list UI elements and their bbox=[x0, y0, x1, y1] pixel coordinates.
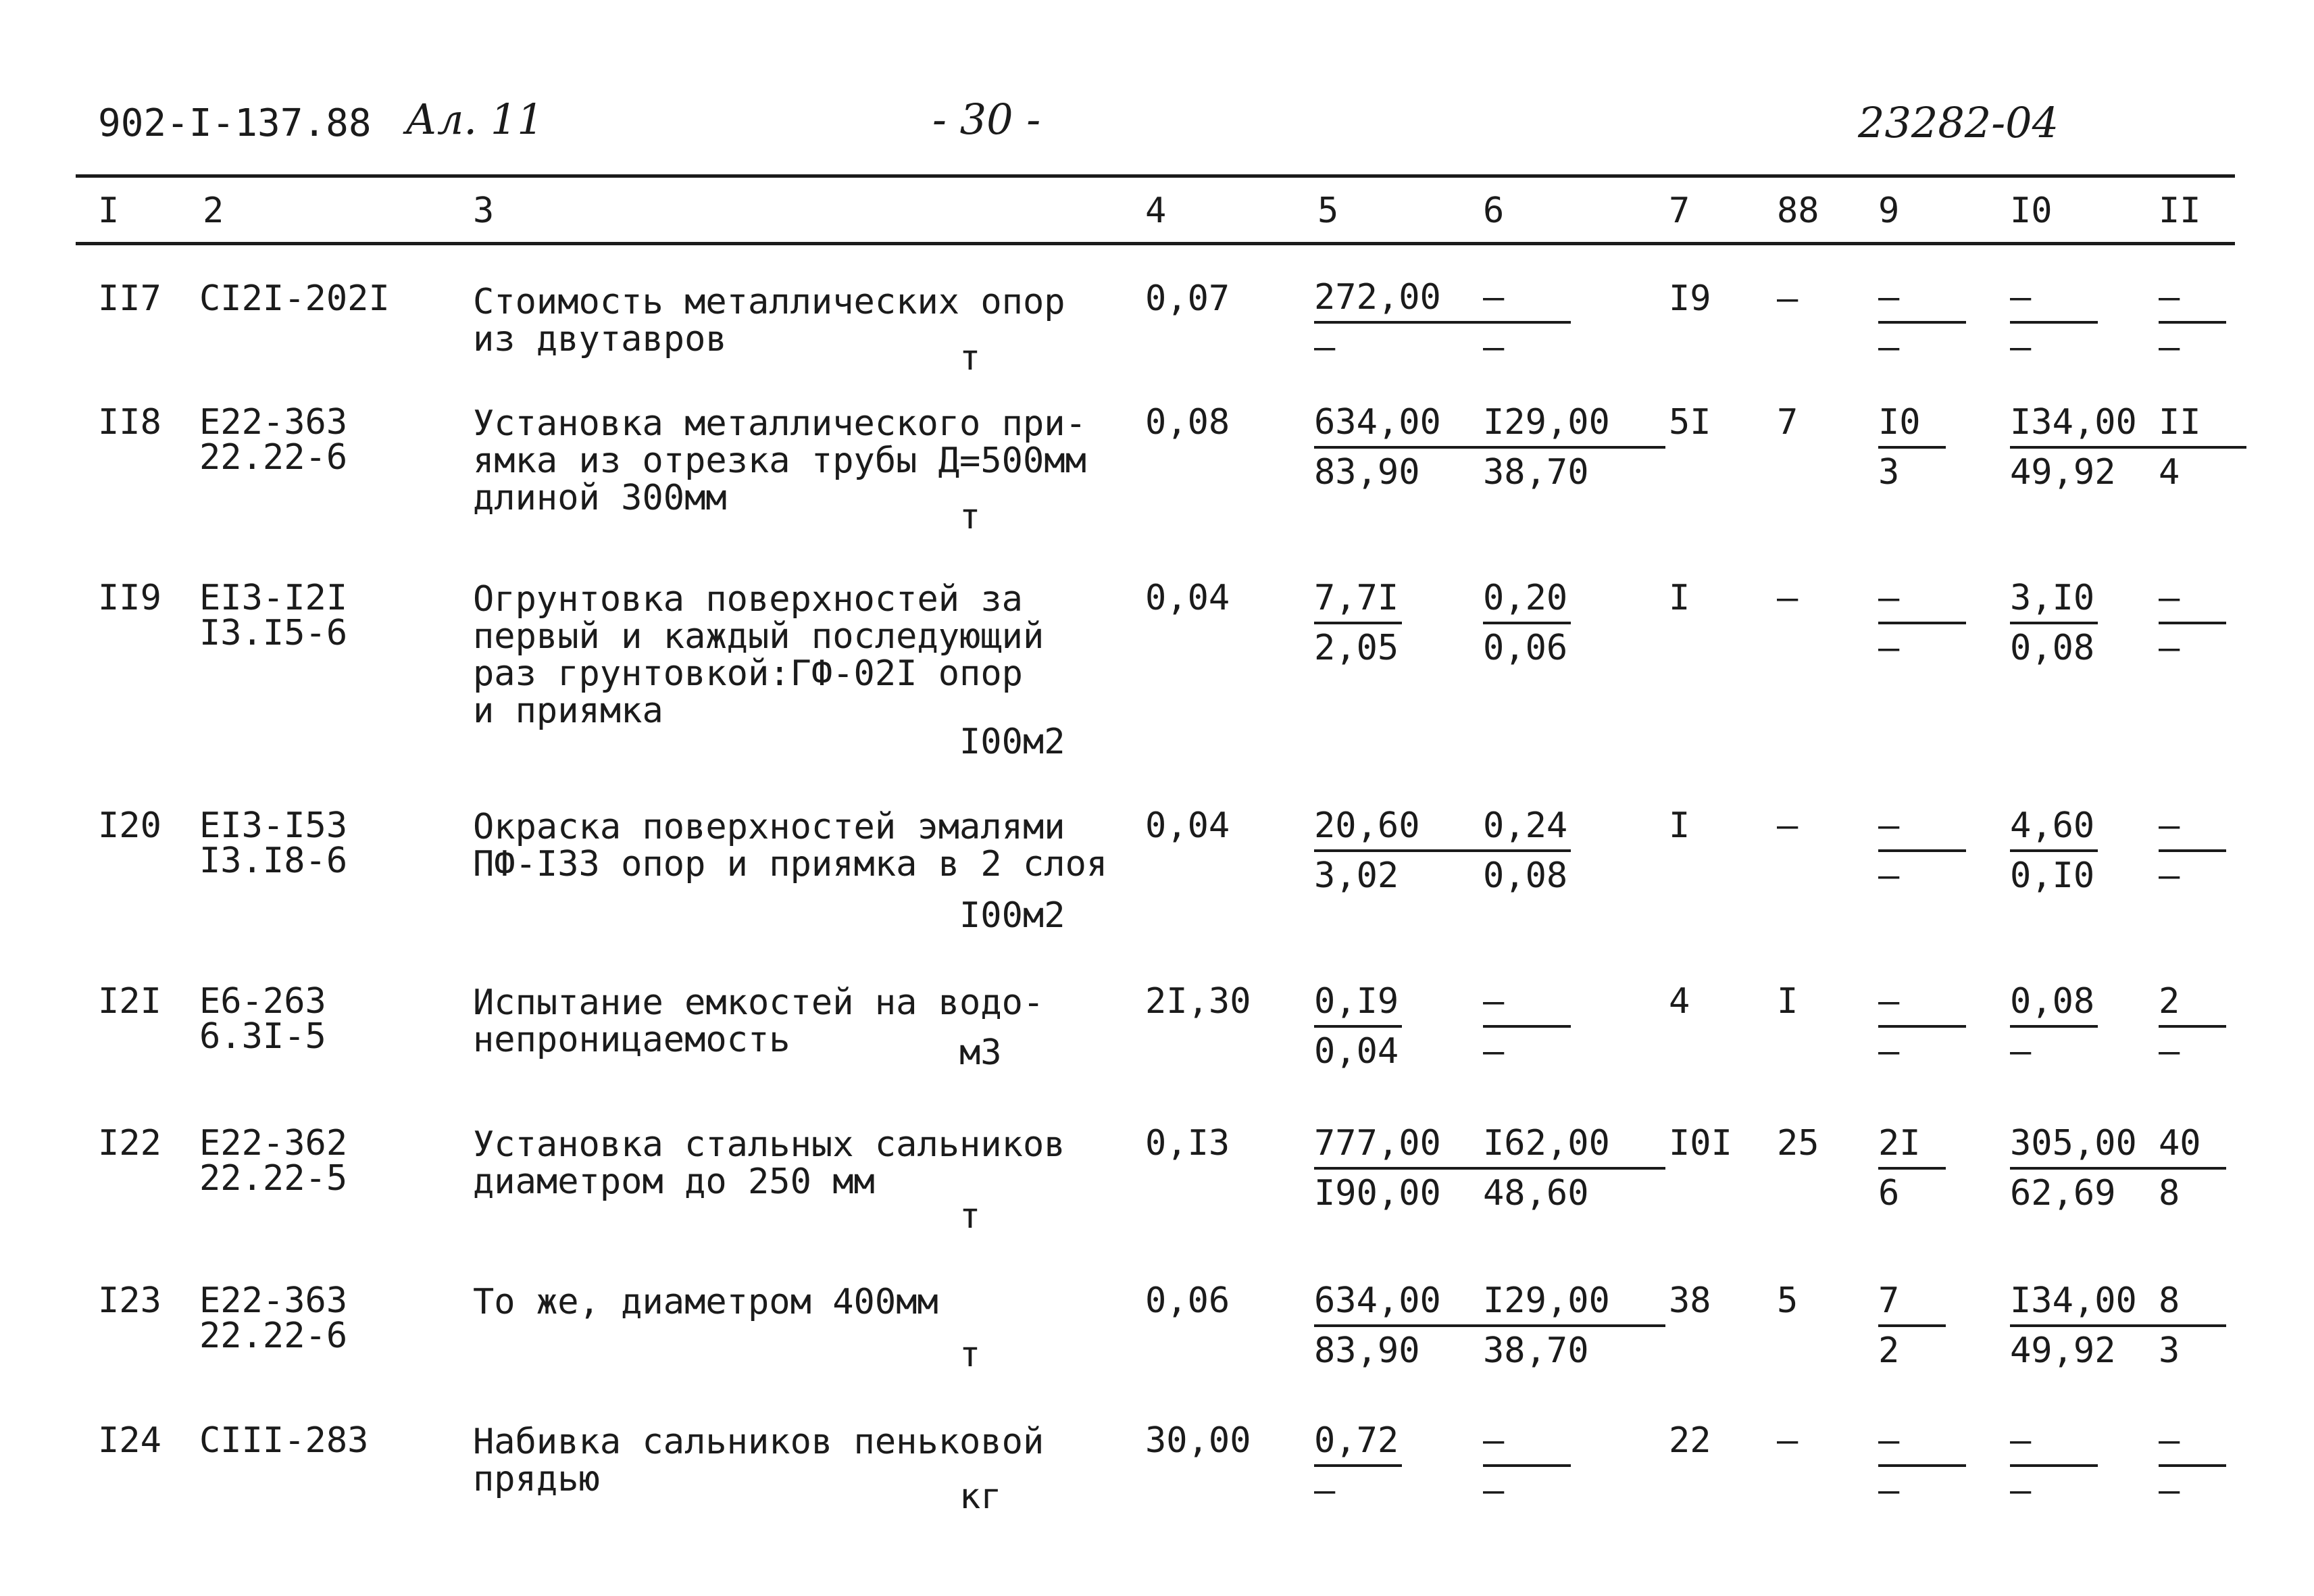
row-number: II8 bbox=[98, 402, 161, 443]
quantity: 0,I3 bbox=[1145, 1123, 1230, 1164]
column-header-11: II bbox=[2159, 191, 2201, 231]
machine-cost-fraction bbox=[1483, 1417, 1571, 1514]
column-header-1: I bbox=[98, 191, 120, 231]
machine-cost-fraction bbox=[1483, 978, 1571, 1075]
unit-cost-total: 634,00 bbox=[1314, 1277, 1496, 1327]
unit-cost-fraction bbox=[1314, 1417, 1402, 1514]
work-description: непроницаемость bbox=[473, 1020, 790, 1060]
unit-cost-total: 20,60 bbox=[1314, 802, 1496, 852]
machine-cost: 0,24 bbox=[1483, 802, 1571, 852]
quantity: 0,04 bbox=[1145, 578, 1230, 618]
col11-bottom: – bbox=[2159, 855, 2180, 896]
col9-fraction bbox=[1878, 1120, 1946, 1217]
col11-fraction bbox=[2159, 1120, 2226, 1217]
wages-total: – bbox=[1777, 278, 1799, 319]
col11-top: 40 bbox=[2159, 1120, 2226, 1170]
row-number: II9 bbox=[98, 578, 161, 618]
column-header-4: 4 bbox=[1145, 191, 1167, 231]
work-description: из двутавров bbox=[473, 319, 727, 359]
col10-fraction bbox=[2010, 802, 2098, 899]
col11-top: – bbox=[2159, 802, 2226, 852]
unit-cost-wages: 83,90 bbox=[1314, 1330, 1420, 1371]
unit-cost-wages: 2,05 bbox=[1314, 628, 1399, 668]
unit-cost-fraction bbox=[1314, 802, 1496, 899]
col11-fraction bbox=[2159, 1417, 2226, 1514]
wages-total: 5 bbox=[1777, 1280, 1799, 1321]
unit-cost-wages: – bbox=[1314, 1470, 1336, 1511]
col10-top: 305,00 bbox=[2010, 1120, 2192, 1170]
col9-fraction bbox=[1878, 274, 1966, 371]
col10-bottom: 0,I0 bbox=[2010, 855, 2095, 896]
machine-cost: – bbox=[1483, 1417, 1571, 1467]
page-number: - 30 - bbox=[932, 95, 1041, 144]
col11-bottom: – bbox=[2159, 1031, 2180, 1072]
total-cost: I9 bbox=[1669, 278, 1711, 319]
column-header-6: 6 bbox=[1483, 191, 1505, 231]
col11-fraction bbox=[2159, 978, 2226, 1075]
unit-of-measure: I00м2 bbox=[959, 722, 1065, 762]
machine-cost: I29,00 bbox=[1483, 399, 1665, 449]
col9-bottom: – bbox=[1878, 1470, 1900, 1511]
col11-bottom: – bbox=[2159, 327, 2180, 368]
col9-bottom: 6 bbox=[1878, 1173, 1900, 1214]
col10-bottom: – bbox=[2010, 1031, 2032, 1072]
quantity: 0,08 bbox=[1145, 402, 1230, 443]
col9-top: I0 bbox=[1878, 399, 1946, 449]
norm-code: 22.22-5 bbox=[199, 1158, 348, 1199]
column-header-7: 7 bbox=[1669, 191, 1690, 231]
norm-code: E6-263 bbox=[199, 981, 326, 1022]
norm-code: 22.22-6 bbox=[199, 437, 348, 478]
norm-code: EI3-I53 bbox=[199, 805, 348, 846]
col10-bottom: 49,92 bbox=[2010, 1330, 2116, 1371]
col11-fraction bbox=[2159, 1277, 2226, 1374]
unit-cost-total: 634,00 bbox=[1314, 399, 1496, 449]
unit-cost-wages: 83,90 bbox=[1314, 452, 1420, 493]
unit-of-measure: м3 bbox=[959, 1032, 1002, 1073]
wages-total: 25 bbox=[1777, 1123, 1819, 1164]
col10-bottom: 0,08 bbox=[2010, 628, 2095, 668]
unit-cost-fraction bbox=[1314, 274, 1496, 371]
col11-fraction bbox=[2159, 802, 2226, 899]
col9-bottom: 3 bbox=[1878, 452, 1900, 493]
machine-wages: 48,60 bbox=[1483, 1173, 1589, 1214]
norm-code: I3.I8-6 bbox=[199, 841, 348, 881]
col11-top: – bbox=[2159, 1417, 2226, 1467]
machine-cost-fraction bbox=[1483, 1120, 1665, 1217]
col11-top: 8 bbox=[2159, 1277, 2226, 1327]
col9-bottom: 2 bbox=[1878, 1330, 1900, 1371]
machine-wages: – bbox=[1483, 327, 1505, 368]
col10-top: I34,00 bbox=[2010, 399, 2192, 449]
machine-cost-fraction bbox=[1483, 1277, 1665, 1374]
work-description: Стоимость металлических опор bbox=[473, 282, 1065, 322]
col10-bottom: – bbox=[2010, 1470, 2032, 1511]
wages-total: – bbox=[1777, 805, 1799, 846]
norm-code: EI3-I2I bbox=[199, 578, 348, 618]
col9-fraction bbox=[1878, 1417, 1966, 1514]
unit-of-measure: т bbox=[959, 497, 981, 537]
unit-cost-total: 0,72 bbox=[1314, 1417, 1402, 1467]
wages-total: I bbox=[1777, 981, 1799, 1022]
machine-wages: – bbox=[1483, 1031, 1505, 1072]
col9-top: 2I bbox=[1878, 1120, 1946, 1170]
inventory-number: 23282-04 bbox=[1858, 98, 2059, 147]
col11-fraction bbox=[2159, 574, 2226, 672]
col10-top: 4,60 bbox=[2010, 802, 2098, 852]
work-description: Огрунтовка поверхностей за bbox=[473, 579, 1023, 620]
machine-wages: 0,06 bbox=[1483, 628, 1568, 668]
total-cost: I bbox=[1669, 578, 1690, 618]
unit-of-measure: т bbox=[959, 338, 981, 378]
col11-bottom: 8 bbox=[2159, 1173, 2180, 1214]
col10-top: – bbox=[2010, 274, 2098, 324]
col10-fraction bbox=[2010, 978, 2098, 1075]
machine-cost-fraction bbox=[1483, 399, 1665, 496]
col11-top: 2 bbox=[2159, 978, 2226, 1028]
row-number: I24 bbox=[98, 1420, 161, 1461]
work-description: ямка из отрезка трубы Д=500мм bbox=[473, 441, 1086, 481]
unit-cost-fraction bbox=[1314, 1277, 1496, 1374]
unit-cost-total: 272,00 bbox=[1314, 274, 1496, 324]
work-description: и приямка bbox=[473, 691, 663, 731]
work-description: первый и каждый последующий bbox=[473, 616, 1045, 657]
norm-code: 22.22-6 bbox=[199, 1316, 348, 1356]
unit-cost-fraction bbox=[1314, 574, 1402, 672]
total-cost: I bbox=[1669, 805, 1690, 846]
machine-cost: I29,00 bbox=[1483, 1277, 1665, 1327]
unit-of-measure: т bbox=[959, 1335, 981, 1375]
work-description: Окраска поверхностей эмалями bbox=[473, 807, 1065, 847]
col9-fraction bbox=[1878, 574, 1966, 672]
work-description: раз грунтовкой:ГФ-02I опор bbox=[473, 653, 1023, 694]
col10-bottom: 49,92 bbox=[2010, 452, 2116, 493]
machine-wages: – bbox=[1483, 1470, 1505, 1511]
col10-fraction bbox=[2010, 1417, 2098, 1514]
machine-wages: 0,08 bbox=[1483, 855, 1568, 896]
work-description: прядью bbox=[473, 1459, 600, 1499]
norm-code: E22-362 bbox=[199, 1123, 348, 1164]
col9-top: – bbox=[1878, 978, 1966, 1028]
unit-of-measure: т bbox=[959, 1196, 981, 1237]
col11-top: II bbox=[2159, 399, 2246, 449]
machine-wages: 38,70 bbox=[1483, 452, 1589, 493]
wages-total: – bbox=[1777, 578, 1799, 618]
quantity: 0,06 bbox=[1145, 1280, 1230, 1321]
col9-fraction bbox=[1878, 1277, 1946, 1374]
column-header-2: 2 bbox=[203, 191, 224, 231]
total-cost: 4 bbox=[1669, 981, 1690, 1022]
col10-top: 0,08 bbox=[2010, 978, 2098, 1028]
unit-cost-wages: 3,02 bbox=[1314, 855, 1399, 896]
column-header-10: I0 bbox=[2010, 191, 2053, 231]
machine-cost: – bbox=[1483, 978, 1571, 1028]
col9-bottom: – bbox=[1878, 628, 1900, 668]
row-number: I23 bbox=[98, 1280, 161, 1321]
work-description: Набивка сальников пеньковой bbox=[473, 1422, 1045, 1462]
work-description: То же, диаметром 400мм bbox=[473, 1282, 938, 1322]
machine-cost-fraction bbox=[1483, 802, 1571, 899]
machine-cost: 0,20 bbox=[1483, 574, 1571, 624]
col11-fraction bbox=[2159, 399, 2246, 496]
column-header-3: 3 bbox=[473, 191, 495, 231]
unit-cost-wages: I90,00 bbox=[1314, 1173, 1441, 1214]
total-cost: 38 bbox=[1669, 1280, 1711, 1321]
work-description: Испытание емкостей на водо- bbox=[473, 982, 1045, 1023]
col10-fraction bbox=[2010, 274, 2098, 371]
col9-top: 7 bbox=[1878, 1277, 1946, 1327]
work-description: Установка металлического при- bbox=[473, 403, 1086, 444]
col11-bottom: – bbox=[2159, 628, 2180, 668]
col9-fraction bbox=[1878, 978, 1966, 1075]
col11-top: – bbox=[2159, 274, 2226, 324]
quantity: 2I,30 bbox=[1145, 981, 1251, 1022]
col9-bottom: – bbox=[1878, 855, 1900, 896]
header-top-rule bbox=[76, 174, 2235, 178]
col10-bottom: – bbox=[2010, 327, 2032, 368]
unit-cost-fraction bbox=[1314, 1120, 1496, 1217]
album-number: Ал. 11 bbox=[405, 95, 544, 144]
norm-code: 6.3I-5 bbox=[199, 1016, 326, 1057]
row-number: I20 bbox=[98, 805, 161, 846]
col11-top: – bbox=[2159, 574, 2226, 624]
machine-cost: I62,00 bbox=[1483, 1120, 1665, 1170]
col9-fraction bbox=[1878, 399, 1946, 496]
document-code: 902-I-137.88 bbox=[98, 101, 372, 145]
wages-total: 7 bbox=[1777, 402, 1799, 443]
col9-fraction bbox=[1878, 802, 1966, 899]
unit-cost-wages: 0,04 bbox=[1314, 1031, 1399, 1072]
unit-cost-total: 7,7I bbox=[1314, 574, 1402, 624]
total-cost: I0I bbox=[1669, 1123, 1732, 1164]
col9-top: – bbox=[1878, 274, 1966, 324]
unit-cost-fraction bbox=[1314, 978, 1402, 1075]
col11-fraction bbox=[2159, 274, 2226, 371]
col11-bottom: – bbox=[2159, 1470, 2180, 1511]
col9-bottom: – bbox=[1878, 1031, 1900, 1072]
col10-bottom: 62,69 bbox=[2010, 1173, 2116, 1214]
wages-total: – bbox=[1777, 1420, 1799, 1461]
row-number: I2I bbox=[98, 981, 161, 1022]
work-description: Установка стальных сальников bbox=[473, 1124, 1065, 1165]
col9-top: – bbox=[1878, 1417, 1966, 1467]
column-header-8: 88 bbox=[1777, 191, 1819, 231]
row-number: II7 bbox=[98, 278, 161, 319]
col11-bottom: 3 bbox=[2159, 1330, 2180, 1371]
norm-code: E22-363 bbox=[199, 402, 348, 443]
total-cost: 22 bbox=[1669, 1420, 1711, 1461]
unit-cost-fraction bbox=[1314, 399, 1496, 496]
col11-bottom: 4 bbox=[2159, 452, 2180, 493]
unit-cost-wages: – bbox=[1314, 327, 1336, 368]
machine-cost: – bbox=[1483, 274, 1571, 324]
machine-wages: 38,70 bbox=[1483, 1330, 1589, 1371]
work-description: длиной 300мм bbox=[473, 478, 727, 518]
total-cost: 5I bbox=[1669, 402, 1711, 443]
norm-code: I3.I5-6 bbox=[199, 613, 348, 653]
col10-fraction bbox=[2010, 574, 2098, 672]
work-description: диаметром до 250 мм bbox=[473, 1162, 875, 1202]
quantity: 0,04 bbox=[1145, 805, 1230, 846]
header-bottom-rule bbox=[76, 242, 2235, 245]
row-number: I22 bbox=[98, 1123, 161, 1164]
col9-bottom: – bbox=[1878, 327, 1900, 368]
col9-top: – bbox=[1878, 802, 1966, 852]
machine-cost-fraction bbox=[1483, 574, 1571, 672]
column-header-5: 5 bbox=[1317, 191, 1339, 231]
column-header-9: 9 bbox=[1878, 191, 1900, 231]
unit-of-measure: I00м2 bbox=[959, 895, 1065, 936]
unit-of-measure: кг bbox=[959, 1476, 1002, 1517]
unit-cost-total: 777,00 bbox=[1314, 1120, 1496, 1170]
norm-code: CI2I-202I bbox=[199, 278, 390, 319]
norm-code: E22-363 bbox=[199, 1280, 348, 1321]
col9-top: – bbox=[1878, 574, 1966, 624]
norm-code: CIII-283 bbox=[199, 1420, 369, 1461]
col10-top: – bbox=[2010, 1417, 2098, 1467]
col10-top: 3,I0 bbox=[2010, 574, 2098, 624]
work-description: ПФ-I33 опор и приямка в 2 слоя bbox=[473, 844, 1108, 884]
quantity: 30,00 bbox=[1145, 1420, 1251, 1461]
quantity: 0,07 bbox=[1145, 278, 1230, 319]
machine-cost-fraction bbox=[1483, 274, 1571, 371]
col10-top: I34,00 bbox=[2010, 1277, 2192, 1327]
unit-cost-total: 0,I9 bbox=[1314, 978, 1402, 1028]
